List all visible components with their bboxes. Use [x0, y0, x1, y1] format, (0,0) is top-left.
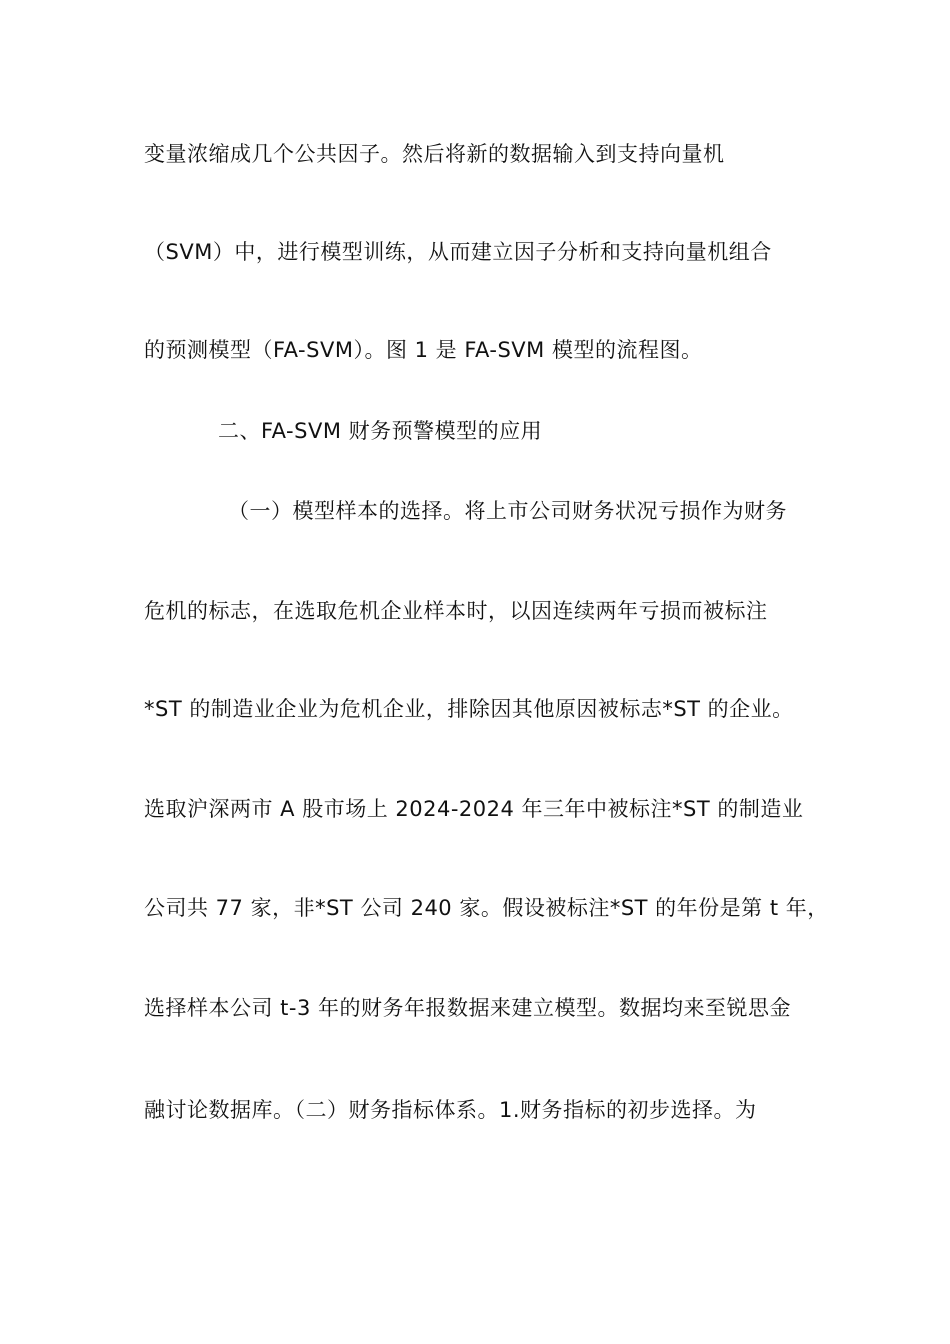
text-line-6: 危机的标志，在选取危机企业样本时，以因连续两年亏损而被标注	[144, 599, 768, 623]
text-line-2: （SVM）中，进行模型训练，从而建立因子分析和支持向量机组合	[144, 240, 772, 264]
section-heading: 二、FA-SVM 财务预警模型的应用	[218, 419, 543, 443]
text-line-10: 选择样本公司 t-3 年的财务年报数据来建立模型。数据均来至锐思金	[144, 996, 792, 1020]
text-line-9: 公司共 77 家，非*ST 公司 240 家。假设被标注*ST 的年份是第 t 年，	[144, 896, 829, 920]
text-line-8: 选取沪深两市 A 股市场上 2024-2024 年三年中被标注*ST 的制造业	[144, 797, 804, 821]
text-line-5: （一）模型样本的选择。将上市公司财务状况亏损作为财务	[228, 499, 787, 523]
text-line-3: 的预测模型（FA-SVM）。图 1 是 FA-SVM 模型的流程图。	[144, 338, 703, 362]
text-line-11: 融讨论数据库。（二）财务指标体系。1.财务指标的初步选择。为	[144, 1098, 757, 1122]
text-line-7: *ST 的制造业企业为危机企业，排除因其他原因被标志*ST 的企业。	[144, 697, 794, 721]
text-line-1: 变量浓缩成几个公共因子。然后将新的数据输入到支持向量机	[144, 142, 725, 166]
